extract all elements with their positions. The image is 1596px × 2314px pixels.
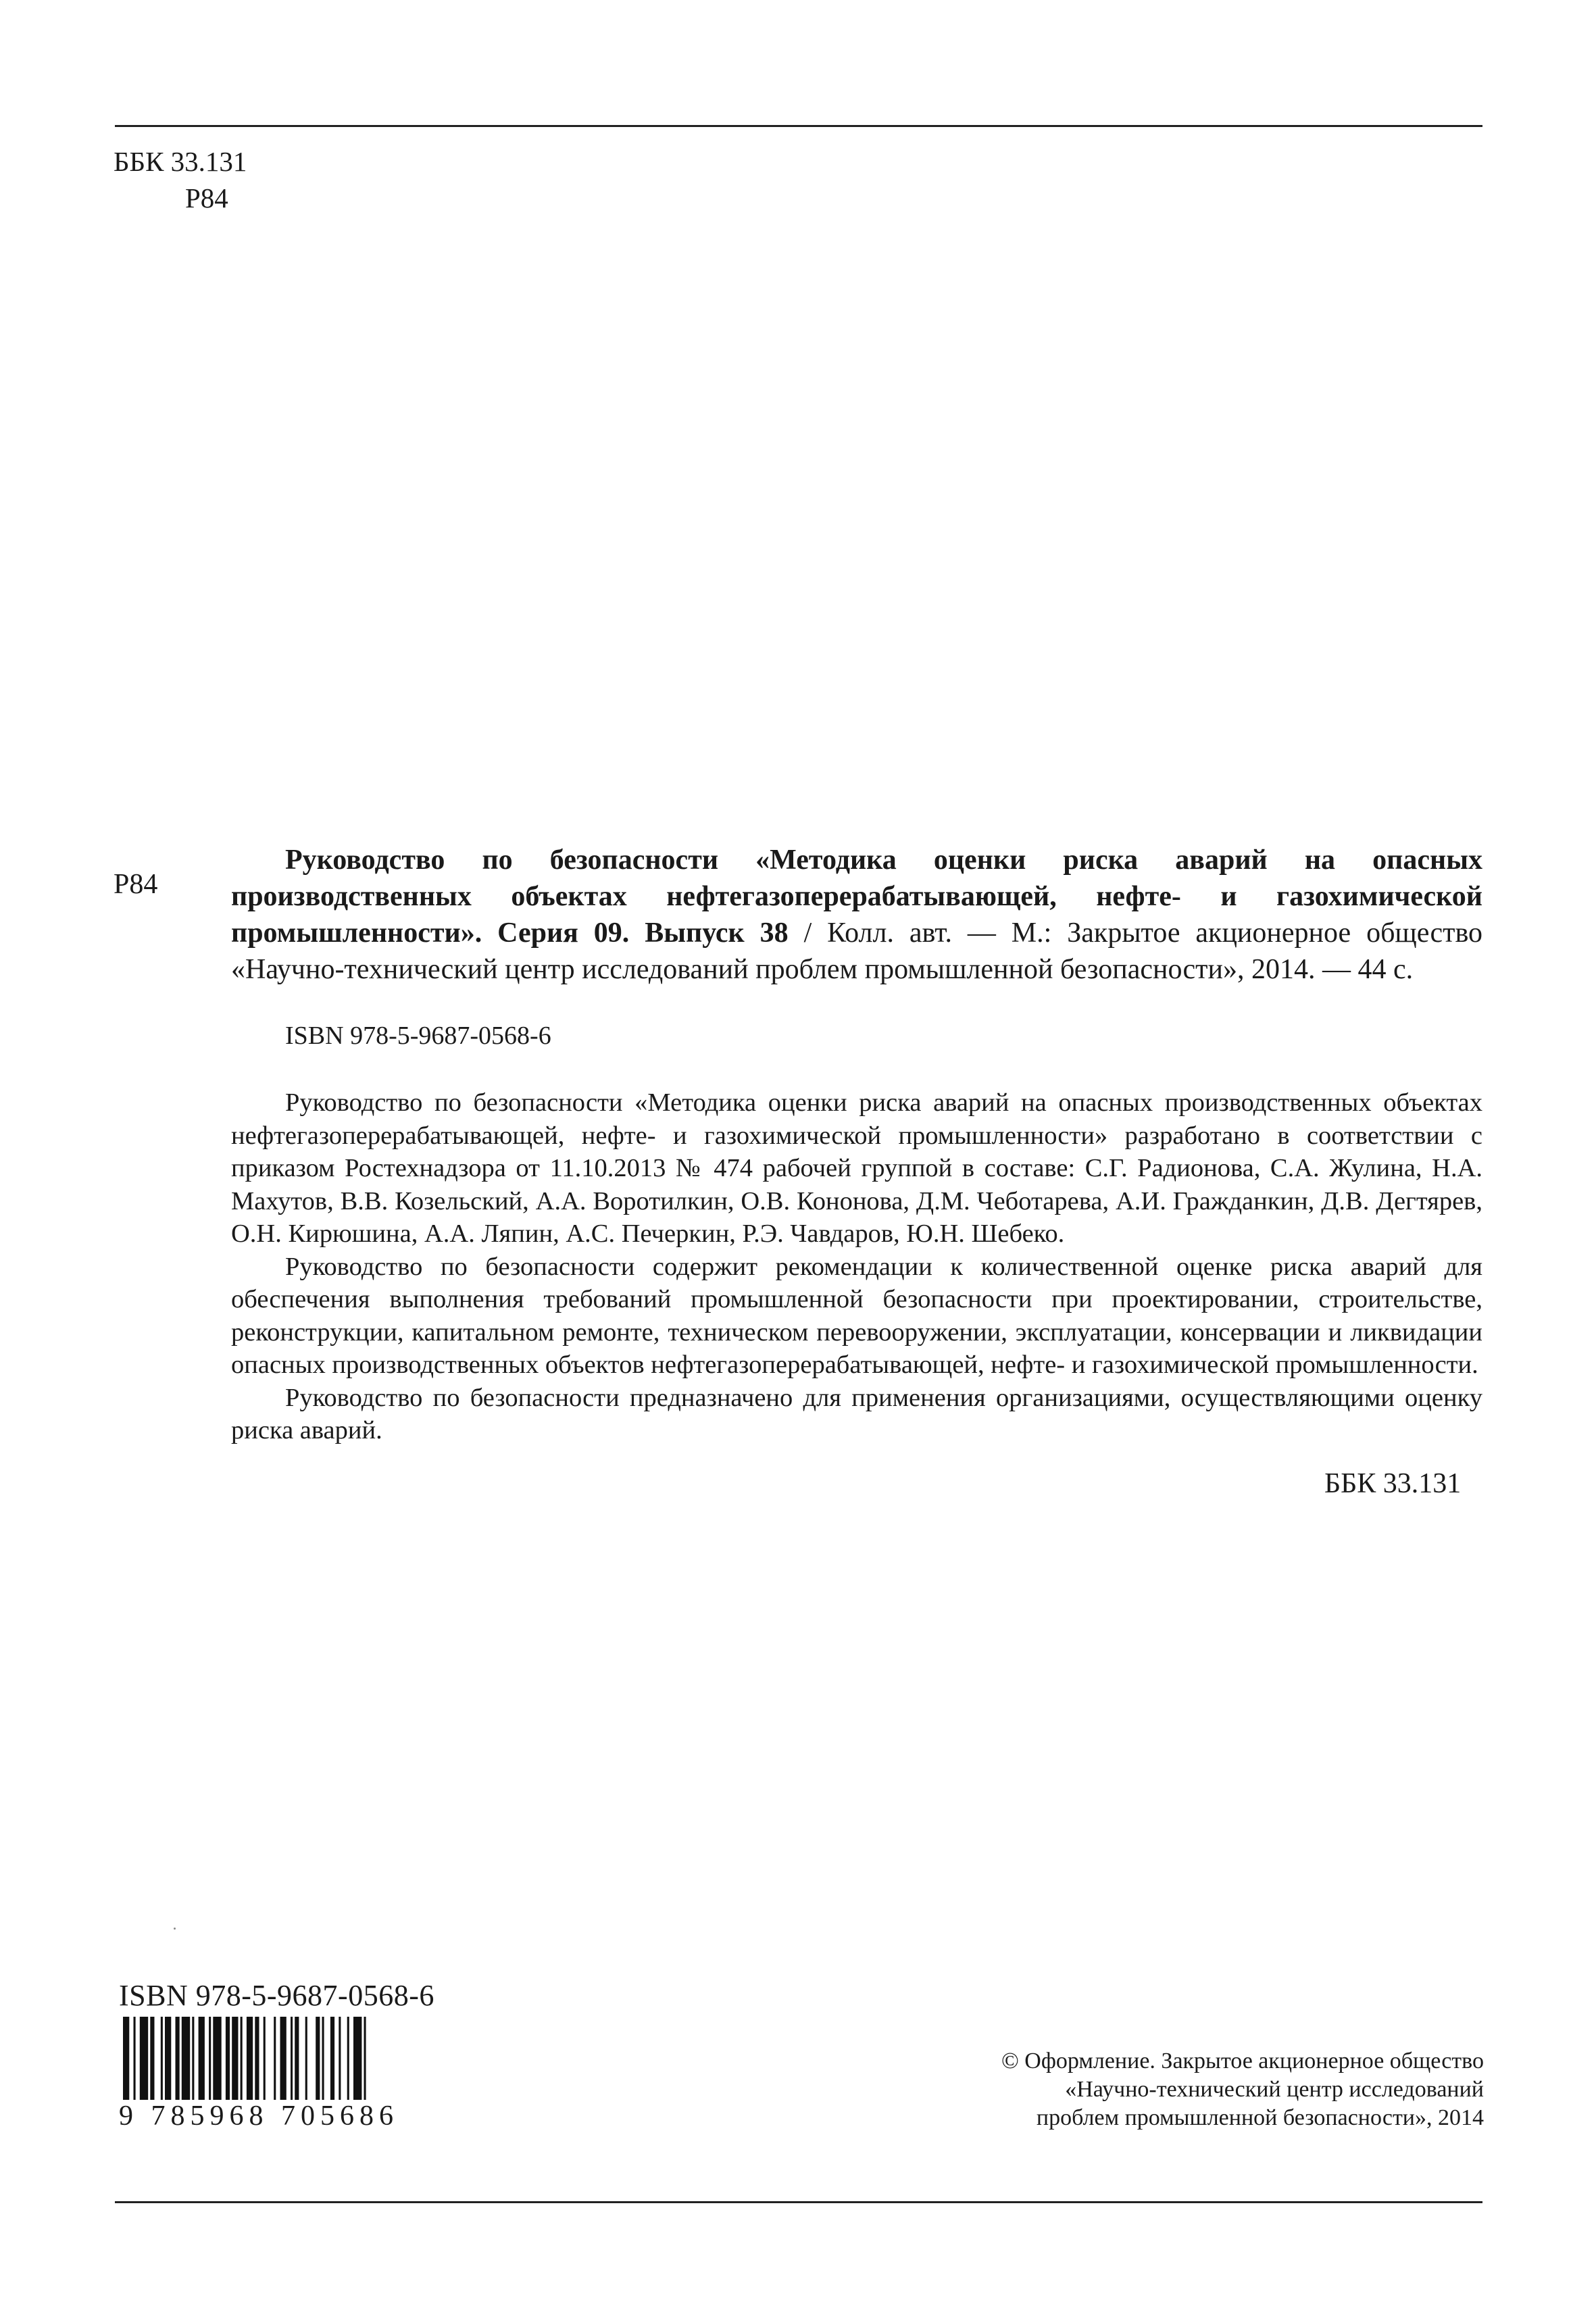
barcode-bar bbox=[165, 2017, 171, 2103]
barcode-bar bbox=[280, 2017, 286, 2103]
barcode-bar bbox=[322, 2017, 324, 2103]
barcode-bar bbox=[150, 2017, 154, 2103]
barcode-bar bbox=[226, 2017, 230, 2103]
bibliographic-entry bbox=[231, 842, 1482, 988]
entry-imprint: / Колл. авт. — М.: Закрытое акционерное общество «Научно-технический центр исследований проблем промышленной безопасности», 2014. — 44 с. bbox=[231, 917, 1483, 985]
barcode-bar bbox=[353, 2017, 361, 2103]
bbk-header bbox=[114, 143, 247, 216]
abstract-paragraph-3: Руководство по безопасности предназначено для применения организациями, осуществляющими оценку риска аварий. bbox=[231, 1383, 1482, 1444]
barcode-bar bbox=[182, 2017, 190, 2103]
barcode-bar bbox=[305, 2017, 307, 2103]
margin-author-sign: Р84 bbox=[114, 869, 158, 900]
barcode-bar bbox=[255, 2017, 259, 2103]
abstract bbox=[231, 1086, 1482, 1447]
barcode-bar bbox=[291, 2017, 293, 2103]
barcode-bar bbox=[264, 2017, 266, 2103]
copyright-line-2: «Научно-технический центр исследований bbox=[1065, 2077, 1484, 2102]
copyright-line-1: © Оформление. Закрытое акционерное общество bbox=[1001, 2048, 1484, 2073]
copyright-line-3: проблем промышленной безопасности», 2014 bbox=[1036, 2105, 1484, 2130]
barcode-isbn-label: ISBN 978-5-9687-0568-6 bbox=[119, 1979, 434, 2012]
barcode-bar bbox=[140, 2017, 148, 2103]
barcode-bar bbox=[199, 2017, 205, 2103]
barcode-bar bbox=[213, 2017, 221, 2103]
barcode-bar bbox=[192, 2017, 194, 2103]
barcode-bar bbox=[347, 2017, 349, 2103]
barcode-digits: 9 785968 705686 bbox=[119, 2101, 399, 2132]
entry-title: Руководство по безопасности «Методика оценки риска аварий на опасных производственных объектах нефтегазоперерабатывающей, нефте- и газохимической промышленности». Серия 09. Выпуск 38 bbox=[231, 845, 1482, 949]
barcode-bar bbox=[330, 2017, 334, 2103]
bbk-index: ББК 33.131 bbox=[114, 146, 247, 177]
barcode-bar bbox=[232, 2017, 238, 2103]
bottom-rule bbox=[115, 2201, 1482, 2203]
speck-dot bbox=[174, 1928, 176, 1930]
barcode-bar bbox=[161, 2017, 163, 2103]
barcode-bar bbox=[209, 2017, 211, 2103]
isbn-line: ISBN 978-5-9687-0568-6 bbox=[285, 1022, 551, 1050]
barcode-bar bbox=[339, 2017, 341, 2103]
abstract-paragraph-2: Руководство по безопасности содержит рекомендации к количественной оценке риска аварий для обеспечения выполнения требований промышленной безопасности при проектировании, строительстве, реконструкции, капитальном ремонте, техническом перевооружении, эксплуатации, консервации и ликвидации опасных производственных объектов нефтегазоперерабатывающей, нефте- и газохимической промышленности. bbox=[231, 1252, 1482, 1379]
barcode-bar bbox=[274, 2017, 276, 2103]
abstract-paragraph-1: Руководство по безопасности «Методика оценки риска аварий на опасных производственных объектах нефтегазоперерабатывающей, нефте- и газохимической промышленности» разработано в соответствии с приказом Ростехнадзора от 11.10.2013 № 474 рабочей группой в составе: С.Г. Радионова, С.А. Жулина, Н.А. Махутов, В.В. Козельский, А.А. Воротилкин, О.В. Кононова, Д.М. Чеботарева, А.И. Гражданкин, Д.В. Дегтярев, О.Н. Кирюшина, А.А. Ляпин, А.С. Печеркин, Р.Э. Чавдаров, Ю.Н. Шебеко. bbox=[231, 1088, 1482, 1248]
barcode-bar bbox=[316, 2017, 320, 2103]
top-rule bbox=[115, 125, 1482, 127]
barcode-bar bbox=[295, 2017, 299, 2103]
author-sign: Р84 bbox=[185, 182, 228, 213]
bbk-footer-index: ББК 33.131 bbox=[1324, 1468, 1462, 1499]
barcode-bar bbox=[176, 2017, 180, 2103]
copyright-notice bbox=[957, 2047, 1484, 2132]
